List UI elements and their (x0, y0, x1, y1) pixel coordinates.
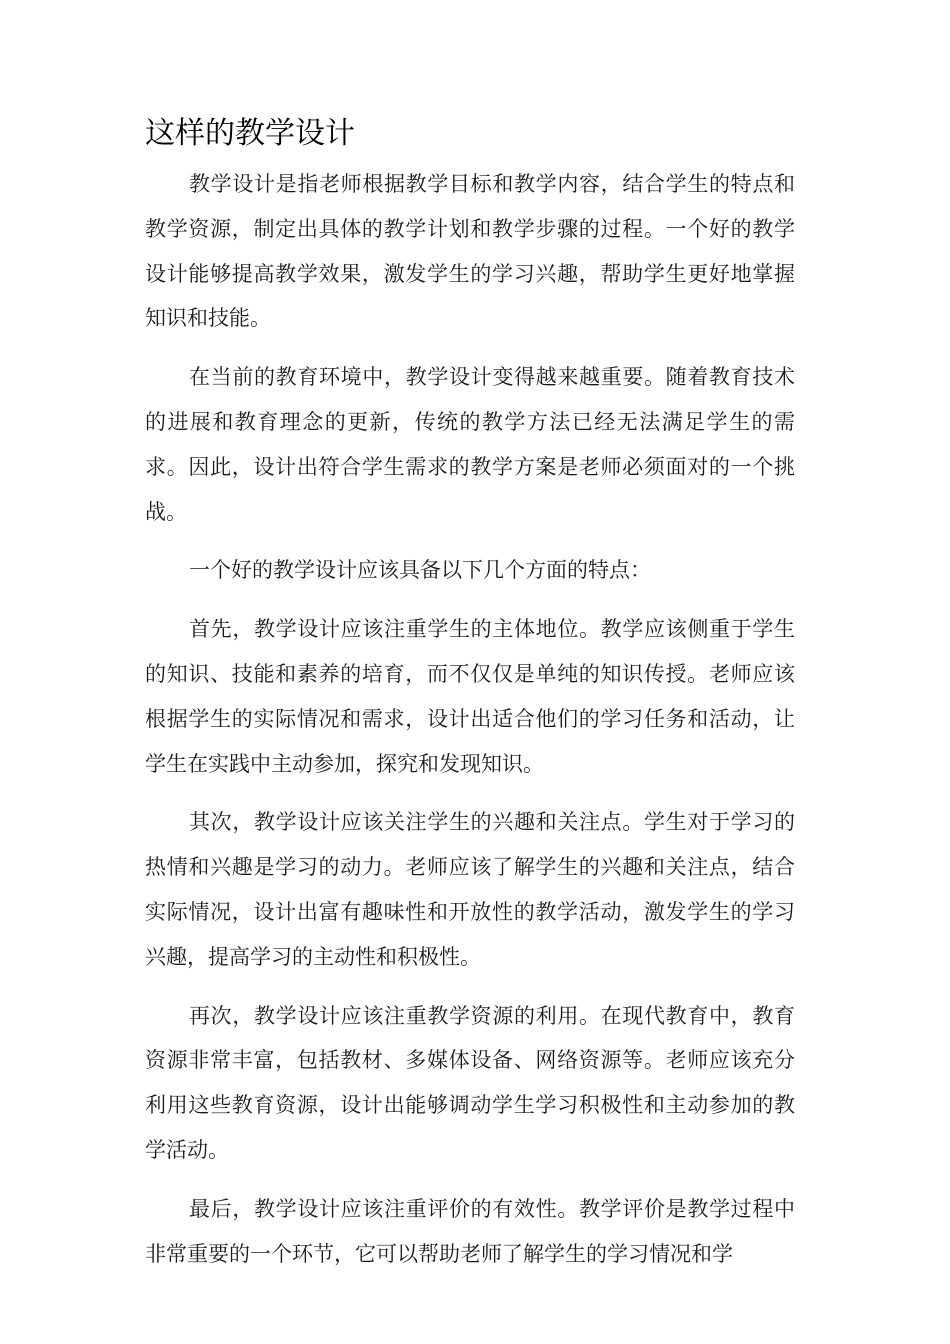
paragraph-third-point: 再次，教学设计应该注重教学资源的利用。在现代教育中，教育资源非常丰富，包括教材、多媒体设备、网络资源等。老师应该充分利用这些教育资源，设计出能够调动学生学习积极性和主动参加的教学活动。 (145, 1003, 795, 1162)
paragraph-features-intro: 一个好的教学设计应该具备以下几个方面的特点： (189, 558, 651, 583)
paragraph-second-point: 其次，教学设计应该关注学生的兴趣和关注点。学生对于学习的热情和兴趣是学习的动力。老师应该了解学生的兴趣和关注点，结合实际情况，设计出富有趣味性和开放性的教学活动，激发学生的学习兴趣，提高学习的主动性和积极性。 (145, 810, 795, 969)
document-body (145, 162, 795, 1290)
paragraph-first-point: 首先，教学设计应该注重学生的主体地位。教学应该侧重于学生的知识、技能和素养的培育，而不仅仅是单纯的知识传授。老师应该根据学生的实际情况和需求，设计出适合他们的学习任务和活动，让学生在实践中主动参加，探究和发现知识。 (145, 617, 795, 776)
paragraph-importance: 在当前的教育环境中，教学设计变得越来越重要。随着教育技术的进展和教育理念的更新，传统的教学方法已经无法满足学生的需求。因此，设计出符合学生需求的教学方案是老师必须面对的一个挑战。 (145, 365, 795, 524)
paragraph-last-point: 最后，教学设计应该注重评价的有效性。教学评价是教学过程中非常重要的一个环节，它可以帮助老师了解学生的学习情况和学 (145, 1196, 795, 1266)
paragraph-definition: 教学设计是指老师根据教学目标和教学内容，结合学生的特点和教学资源，制定出具体的教学计划和教学步骤的过程。一个好的教学设计能够提高教学效果，激发学生的学习兴趣，帮助学生更好地掌握知识和技能。 (145, 172, 795, 331)
document-title: 这样的教学设计 (145, 116, 355, 151)
